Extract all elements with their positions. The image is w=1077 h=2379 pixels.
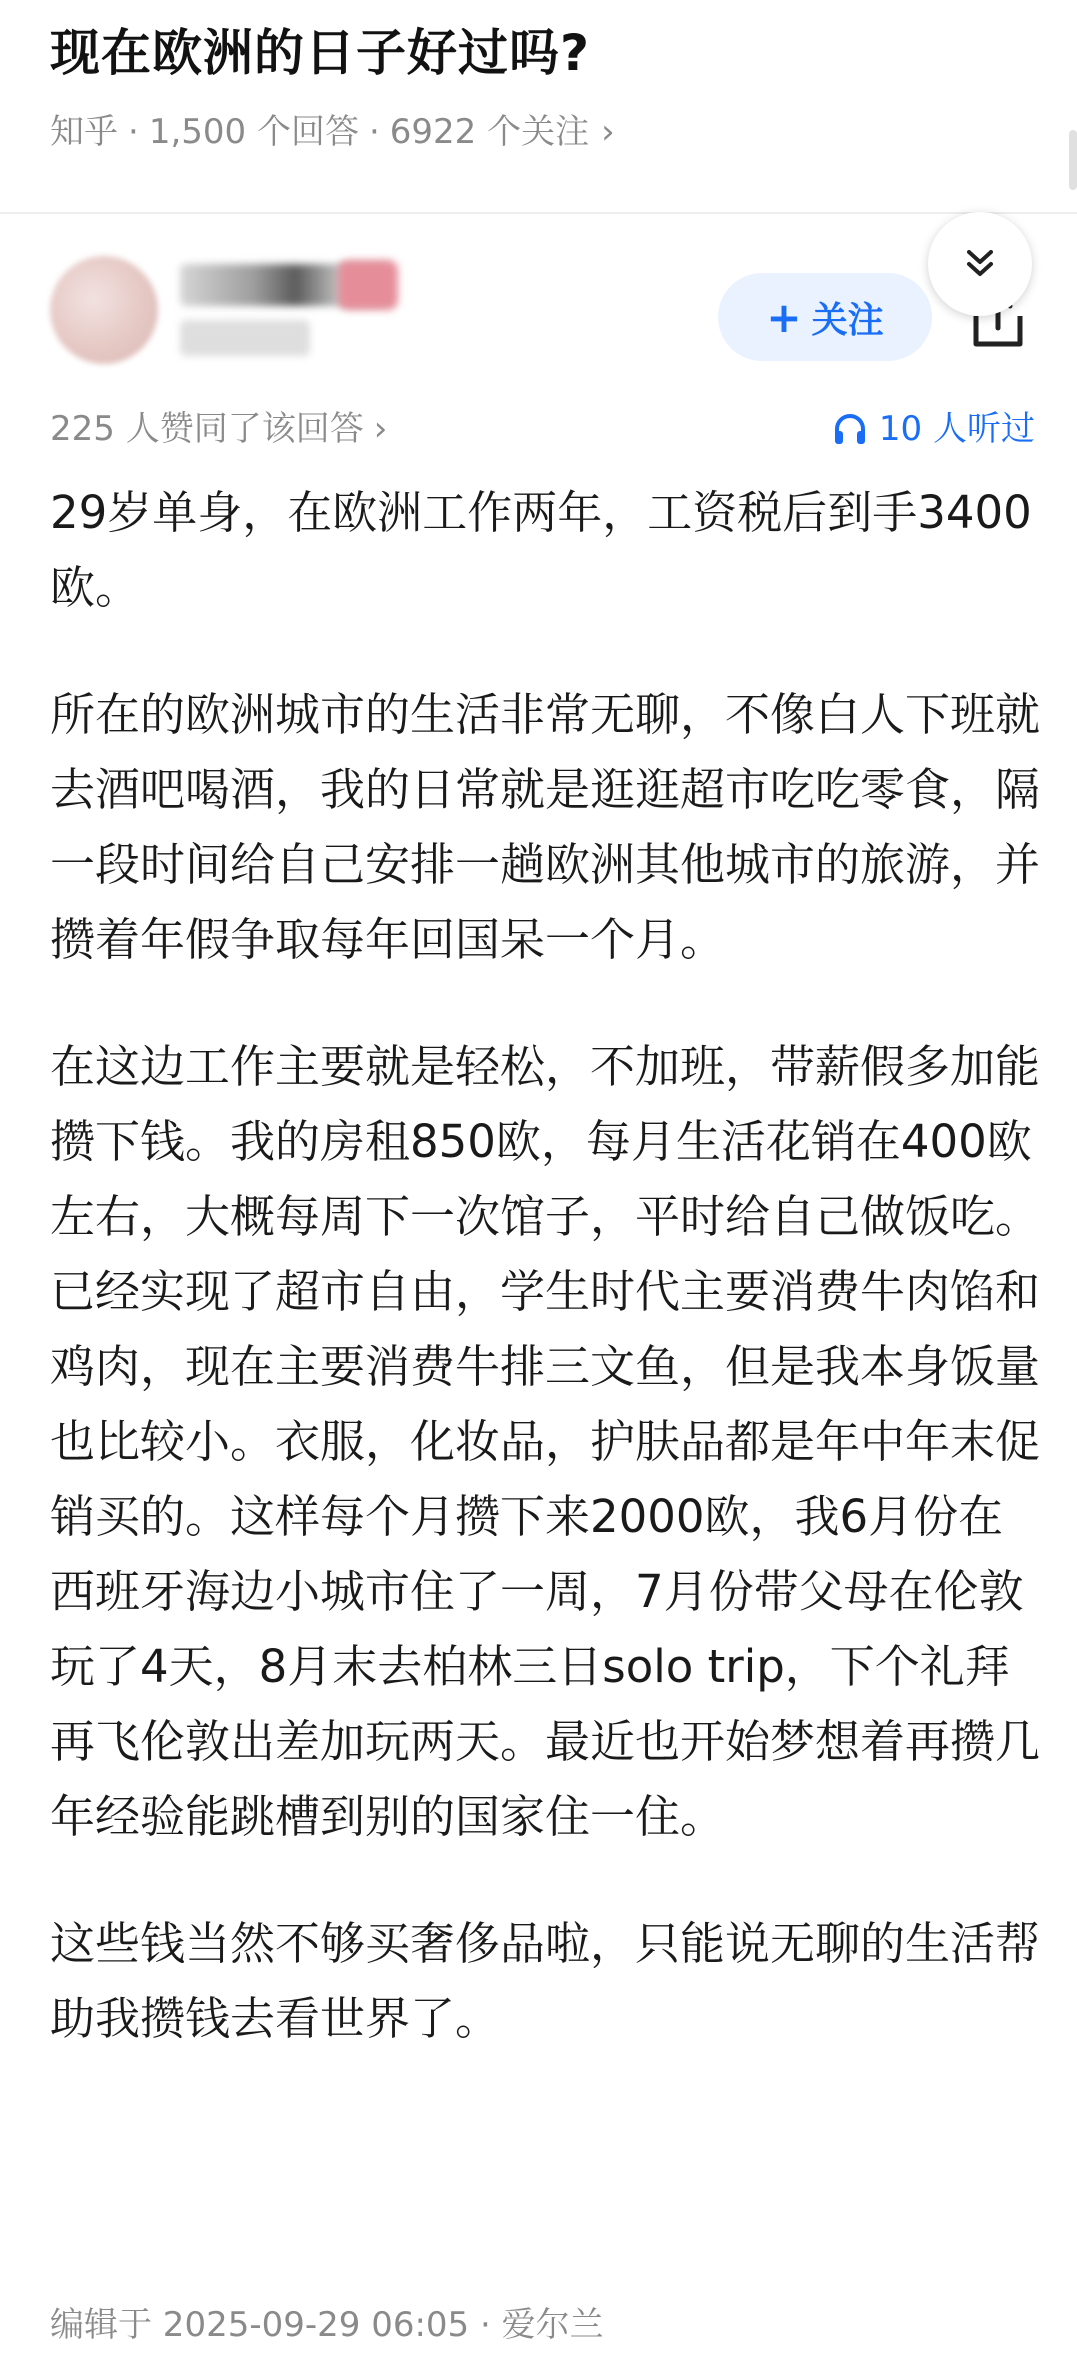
listen-label: 10 人听过: [878, 409, 1035, 449]
answer-paragraph: 所在的欧洲城市的生活非常无聊，不像白人下班就去酒吧喝酒，我的日常就是逛逛超市吃吃零食，隔一段时间给自己安排一趟欧洲其他城市的旅游，并攒着年假争取每年回国呆一个月。: [50, 688, 1041, 966]
follow-button[interactable]: [718, 273, 932, 361]
question-meta[interactable]: [50, 110, 615, 154]
author-bio-redacted: [180, 320, 310, 356]
listen-count[interactable]: [831, 404, 1035, 454]
edit-timestamp: 编辑于 2025-09-29 06:05 · 爱尔兰: [50, 2305, 604, 2345]
follower-count: 6922 个关注: [389, 112, 590, 152]
answer-paragraph: 在这边工作主要就是轻松，不加班，带薪假多加能攒下钱。我的房租850欧，每月生活花销在400欧左右，大概每周下一次馆子，平时给自己做饭吃。已经实现了超市自由，学生时代主要消费牛肉馅和鸡肉，现在主要消费牛排三文鱼，但是我本身饭量也比较小。衣服，化妆品，护肤品都是年中年末促销买的。这样每个月攒下来2000欧，我6月份在西班牙海边小城市住了一周，7月份带父母在伦敦玩了4天，8月末去柏林三日solo trip，下个礼拜再飞伦敦出差加玩两天。最近也开始梦想着再攒几年经验能跳槽到别的国家住一住。: [50, 1040, 1041, 1843]
answer-paragraph: 29岁单身，在欧洲工作两年，工资税后到手3400欧。: [50, 486, 1032, 614]
scrollbar[interactable]: [1069, 130, 1077, 190]
collapse-button[interactable]: [928, 212, 1032, 316]
divider: [0, 212, 1077, 214]
vote-count[interactable]: 225 人赞同了该回答 ›: [50, 409, 388, 449]
headphones-icon: [831, 410, 869, 448]
answer-content: [50, 475, 1040, 2108]
author-badge-redacted: [338, 260, 398, 310]
chevron-right-icon: ›: [373, 409, 388, 449]
answer-paragraph: 这些钱当然不够买奢侈品啦，只能说无聊的生活帮助我攒钱去看世界了。: [50, 1917, 1041, 2045]
meta-separator: ·: [368, 112, 380, 152]
answer-count: 1,500 个回答: [148, 112, 359, 152]
plus-icon: +: [766, 292, 802, 342]
meta-separator: ·: [128, 112, 139, 152]
follow-label: 关注: [811, 299, 884, 341]
chevron-double-down-icon: [960, 244, 1000, 284]
chevron-right-icon: ›: [601, 112, 615, 152]
source-label: 知乎: [50, 112, 118, 152]
author-avatar[interactable]: [50, 256, 158, 364]
question-title[interactable]: 现在欧洲的日子好过吗?: [50, 24, 591, 82]
